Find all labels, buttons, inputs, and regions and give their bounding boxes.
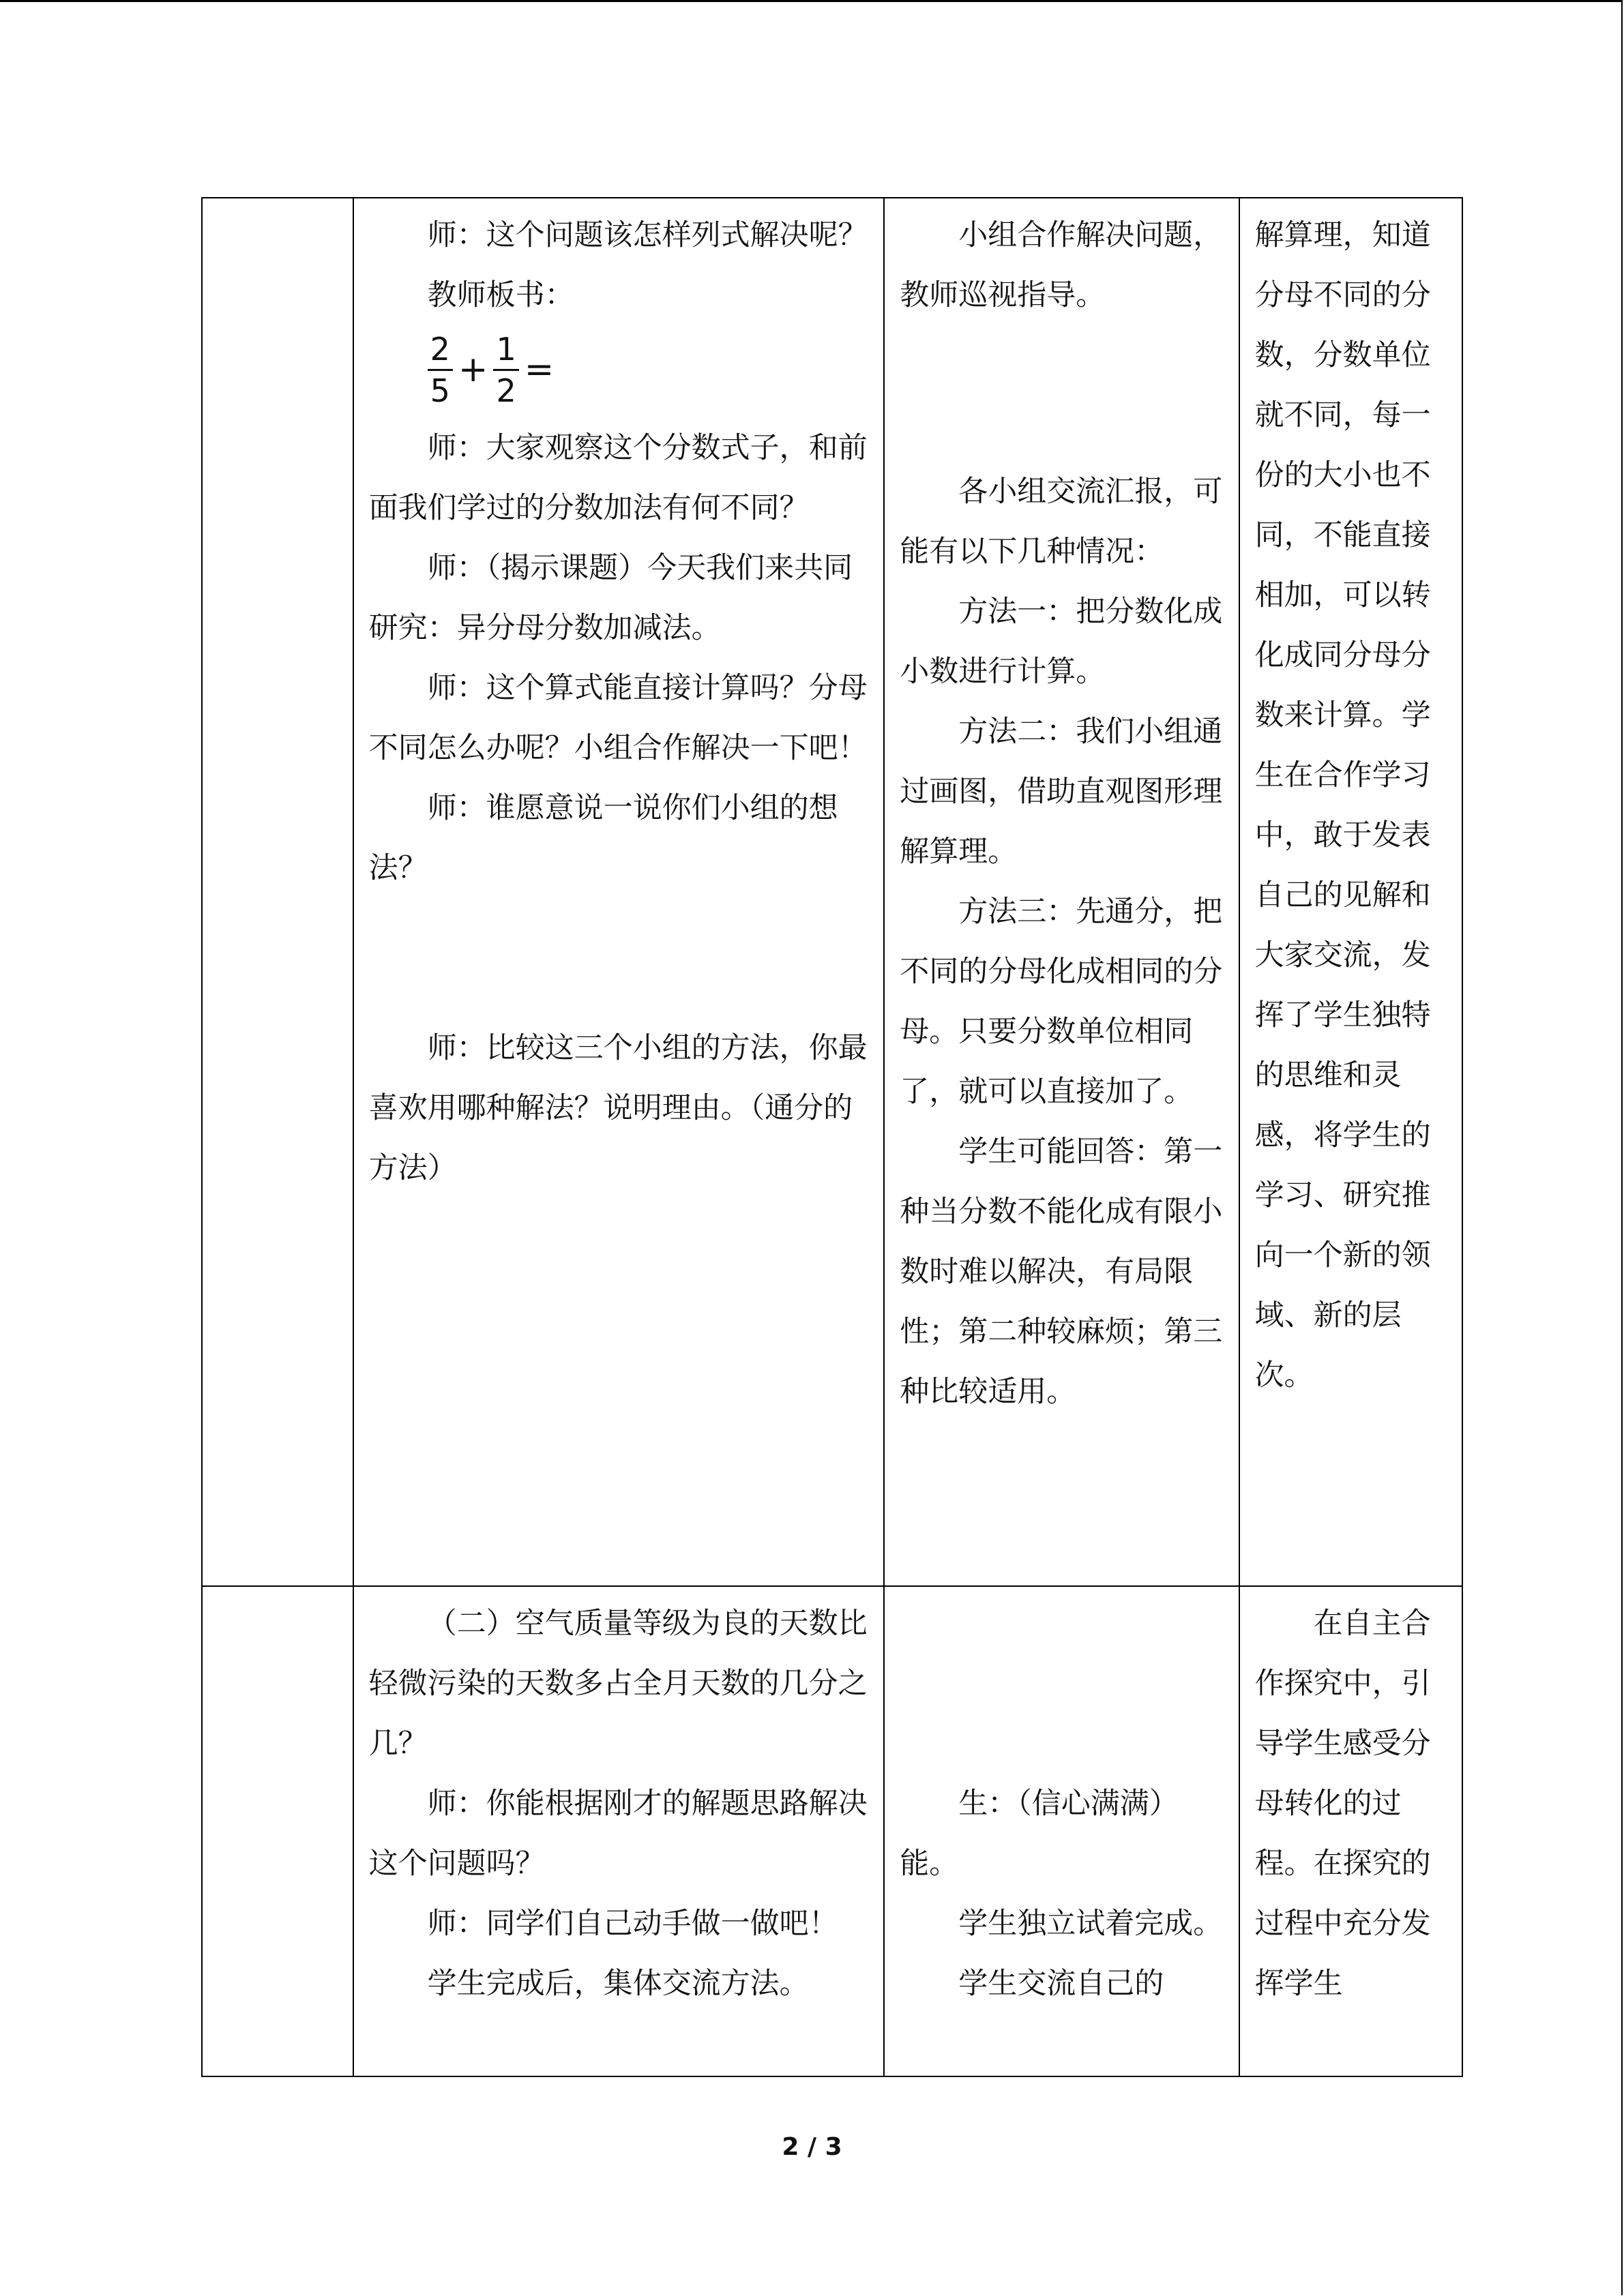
paragraph: 各小组交流汇报，可能有以下几种情况： bbox=[900, 475, 1223, 569]
paragraph: 方法三：先通分，把不同的分母化成相同的分母。只要分数单位相同了，就可以直接加了。 bbox=[900, 895, 1223, 1109]
paragraph: 师：同学们自己动手做一做吧！ bbox=[427, 1907, 838, 1941]
board-formula bbox=[369, 325, 869, 414]
paragraph: 师：这个算式能直接计算吗？分母不同怎么办呢？小组合作解决一下吧！ bbox=[368, 671, 868, 765]
design-intent-cell bbox=[1239, 198, 1462, 1586]
stage-cell bbox=[202, 198, 353, 1586]
spacer bbox=[900, 325, 1223, 462]
paragraph: 教师板书： bbox=[427, 278, 574, 312]
paragraph: 师：谁愿意说一说你们小组的想法？ bbox=[368, 791, 838, 885]
fraction-two-fifths bbox=[428, 330, 453, 409]
equals-sign: = bbox=[524, 349, 555, 390]
table-row bbox=[202, 1586, 1462, 2076]
spacer bbox=[369, 898, 869, 1018]
spacer bbox=[900, 1594, 1223, 1774]
paragraph: 小组合作解决问题，教师巡视指导。 bbox=[900, 218, 1223, 312]
student-activity-cell bbox=[884, 198, 1239, 1586]
teacher-activity-cell bbox=[353, 198, 885, 1586]
paragraph: 师：你能根据刚才的解题思路解决这个问题吗？ bbox=[368, 1787, 868, 1881]
numerator: 2 bbox=[430, 330, 450, 368]
student-activity-cell bbox=[884, 1586, 1239, 2076]
paragraph: 解算理，知道分母不同的分数，分数单位就不同，每一份的大小也不同，不能直接相加，可以转化成同分母分数来计算。学生在合作学习中，敢于发表自己的见解和大家交流，发挥了学生独特的思维和灵感，将学生的学习、研究推向一个新的领域、新的层次。 bbox=[1254, 218, 1431, 1392]
teacher-activity-cell bbox=[353, 1586, 885, 2076]
paragraph: 师：（揭示课题）今天我们来共同研究：异分母分数加减法。 bbox=[368, 551, 853, 645]
denominator: 5 bbox=[428, 369, 453, 406]
paragraph: 在自主合作探究中，引导学生感受分母转化的过程。在探究的过程中充分发挥学生 bbox=[1254, 1607, 1431, 2001]
lesson-plan-table bbox=[201, 197, 1463, 2077]
page-number: 2 / 3 bbox=[782, 2133, 842, 2161]
design-intent-cell bbox=[1239, 1586, 1462, 2076]
plus-sign: + bbox=[458, 349, 488, 390]
paragraph: 生：（信心满满）能。 bbox=[900, 1787, 1179, 1881]
numerator: 1 bbox=[496, 330, 516, 368]
stage-cell bbox=[202, 1586, 353, 2076]
paragraph: 师：大家观察这个分数式子，和前面我们学过的分数加法有何不同？ bbox=[368, 431, 868, 525]
paragraph: 学生完成后，集体交流方法。 bbox=[427, 1967, 809, 2001]
paragraph: 学生交流自己的 bbox=[958, 1967, 1164, 2001]
table-row bbox=[202, 198, 1462, 1586]
paragraph: 学生可能回答：第一种当分数不能化成有限小数时难以解决，有局限性；第二种较麻烦；第三种比较适用。 bbox=[900, 1135, 1223, 1409]
paragraph: 师：这个问题该怎样列式解决呢？ bbox=[427, 218, 868, 252]
paragraph: （二）空气质量等级为良的天数比轻微污染的天数多占全月天数的几分之几？ bbox=[368, 1607, 868, 1761]
paragraph: 学生独立试着完成。 bbox=[958, 1907, 1223, 1941]
paragraph: 方法一：把分数化成小数进行计算。 bbox=[900, 595, 1223, 689]
denominator: 2 bbox=[493, 369, 518, 406]
fraction-one-half bbox=[493, 330, 518, 409]
paragraph: 方法二：我们小组通过画图，借助直观图形理解算理。 bbox=[900, 715, 1223, 869]
paragraph: 师：比较这三个小组的方法，你最喜欢用哪种解法？说明理由。（通分的方法） bbox=[368, 1031, 868, 1185]
